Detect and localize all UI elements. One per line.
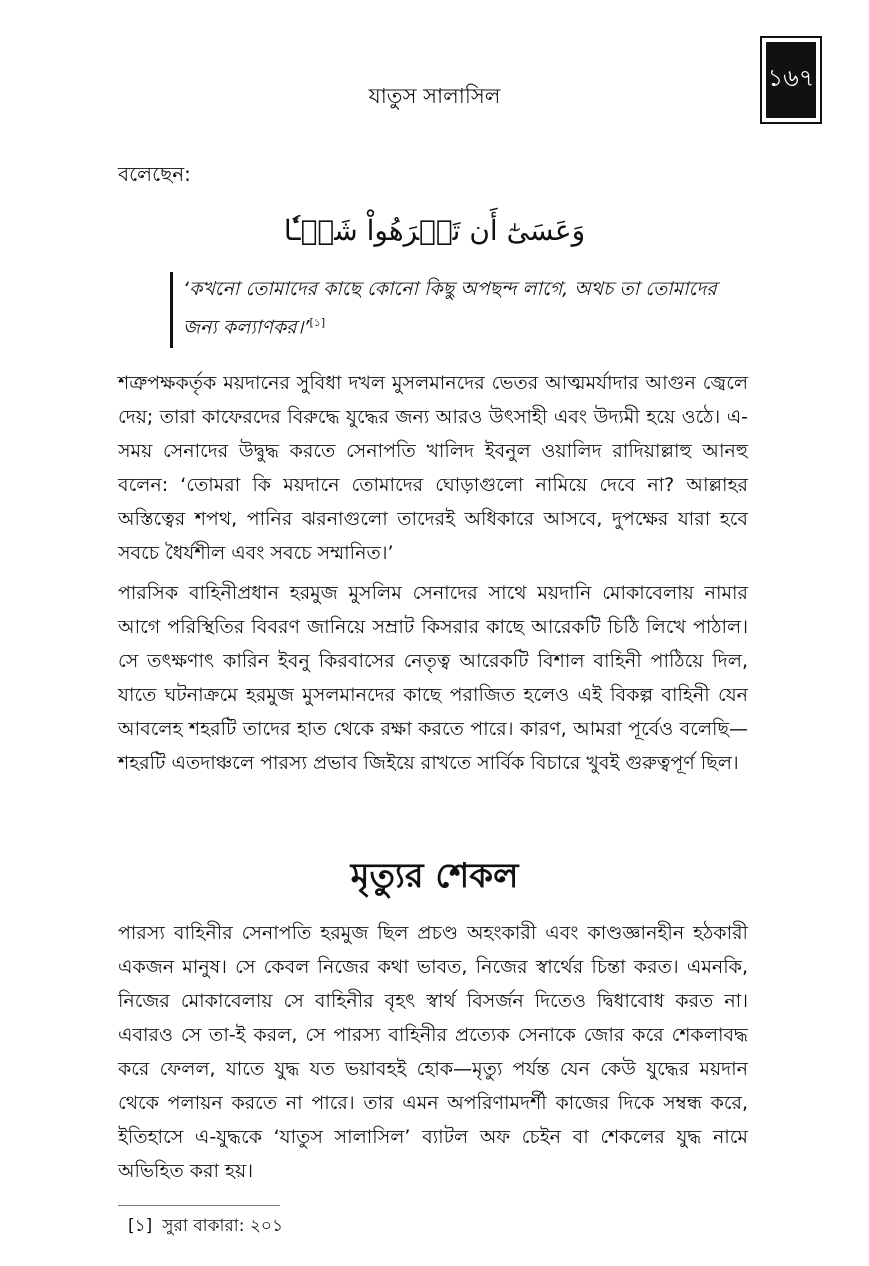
paragraph-1: শত্রুপক্ষকর্তৃক ময়দানের সুবিধা দখল মুসলমানদের ভেতর আত্মমর্যাদার আগুন জ্বেলে দেয়; তারা কাফেরদের বিরুদ্ধে যুদ্ধের জন্য আরও উৎসাহী এবং উদ্যমী হয়ে ওঠে। এ-সময় সেনাদের উদ্বুদ্ধ করতে সেনাপতি খালিদ ইবনুল ওয়ালিদ রাদিয়াল্লাহু আনহু বলেন: ‘তোমরা কি ময়দানে তোমাদের ঘোড়াগুলো নামিয়ে দেবে না? আল্লাহর অস্তিত্বের শপথ, পানির ঝরনাগুলো তাদেরই অধিকারে আসবে, দুপক্ষের যারা হবে সবচে ধৈর্যশীল এবং সবচে সম্মানিত।’ [118, 372, 748, 564]
footnote-text: সুরা বাকারা: ২০১ [162, 1216, 283, 1236]
section-title: মৃত্যুর শেকল [350, 856, 519, 896]
arabic-verse: وَعَسَىٰٓ أَن تَكۡرَهُواْ شَيۡـٔٗا [283, 214, 586, 247]
paragraph-3: পারস্য বাহিনীর সেনাপতি হরমুজ ছিল প্রচণ্ড অহংকারী এবং কাণ্ডজ্ঞানহীন হঠকারী একজন মানুষ। সে কেবল নিজের কথা ভাবত, নিজের স্বার্থের চিন্তা করত। এমনকি, নিজের মোকাবেলায় সে বাহিনীর বৃহৎ স্বার্থ বিসর্জন দিতেও দ্বিধাবোধ করত না। এবারও সে তা-ই করল, সে পারস্য বাহিনীর প্রত্যেক সেনাকে জোর করে শেকলাবদ্ধ করে ফেলল, যাতে যুদ্ধ যত ভয়াবহই হোক—মৃত্যু পর্যন্ত যেন কেউ যুদ্ধের ময়দান থেকে পলায়ন করতে না পারে। তার এমন অপরিণামদর্শী কাজের দিকে সম্বন্ধ করে, ইতিহাসে এ-যুদ্ধকে ‘যাতুস সালাসিল’ ব্যাটল অফ চেইন বা শেকলের যুদ্ধ নামে অভিহিত করা হয়। [118, 922, 748, 1182]
lead-text: বলেছেন: [118, 162, 191, 186]
footnote-divider [118, 1205, 280, 1206]
footnote-ref[interactable]: [১] [309, 316, 326, 329]
footnote-mark: [১] [128, 1216, 153, 1236]
running-header: যাতুস সালাসিল [368, 84, 501, 108]
quote-text: ‘কখনো তোমাদের কাছে কোনো কিছু অপছন্দ লাগে, অথচ তা তোমাদের জন্য কল্যাণকর।’ [183, 278, 717, 339]
footnote [128, 1213, 283, 1241]
page-number: ১৬৭ [766, 42, 816, 118]
paragraph-2: পারসিক বাহিনীপ্রধান হরমুজ মুসলিম সেনাদের সাথে ময়দানি মোকাবেলায় নামার আগে পরিস্থিতির বিবরণ জানিয়ে সম্রাট কিসরার কাছে আরেকটি চিঠি লিখে পাঠাল। সে তৎক্ষণাৎ কারিন ইবনু কিরবাসের নেতৃত্ব আরেকটি বিশাল বাহিনী পাঠিয়ে দিল, যাতে ঘটনাক্রমে হরমুজ মুসলমানদের কাছে পরাজিত হলেও এই বিকল্প বাহিনী যেন আবলেহ শহরটি তাদের হাত থেকে রক্ষা করতে পারে। কারণ, আমরা পূর্বেও বলেছি—শহরটি এতদাঞ্চলে পারস্য প্রভাব জিইয়ে রাখতে সার্বিক বিচারে খুবই গুরুত্বপূর্ণ ছিল। [118, 582, 748, 774]
translation-quote [170, 272, 753, 348]
